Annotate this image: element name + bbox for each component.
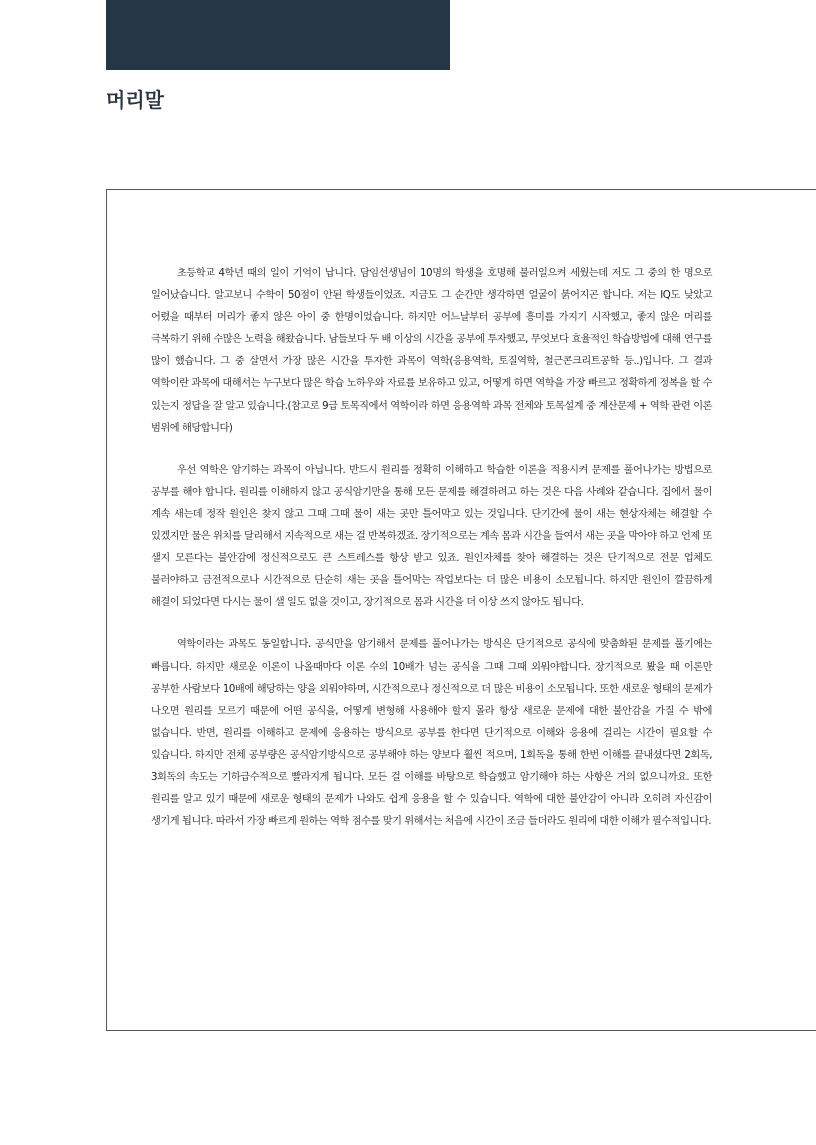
preface-paragraph-1: 초등학교 4학년 때의 일이 기억이 납니다. 담임선생님이 10명의 학생을 호명해 불러일으켜 세웠는데 저도 그 중의 한 명으로 일어났습니다. 알고보니 수학이 50점이 안된 학생들이었죠. 지금도 그 순간만 생각하면 얼굴이 붉어지곤 합니다. 저는 IQ도 낮았고 어렸을 때부터 머리가 좋지 않은 아이 중 한명이었습니다. 하지만 어느날부터 공부에 흥미를 가지기 시작했고, 좋지 않은 머리를 극복하기 위해 수많은 노력을 해왔습니다. 남들보다 두 배 이상의 시간을 공부에 투자했고, 무엇보다 효율적인 학습방법에 대해 연구를 많이 했습니다. 그 중 살면서 가장 많은 시간을 투자한 과목이 역학(응용역학, 토질역학, 철근콘크리트공학 등..)입니다. 그 결과 역학이란 과목에 대해서는 누구보다 많은 학습 노하우와 자료를 보유하고 있고, 어떻게 하면 역학을 가장 빠르고 정확하게 정복을 할 수 있는지 정답을 잘 알고 있습니다.(참고로 9급 토목직에서 역학이라 하면 응용역학 과목 전체와 토목설계 중 계산문제 + 역학 관련 이론 범위에 해당합니다) [151, 268, 712, 434]
header-bar [106, 0, 450, 70]
preface-paragraph-3: 역학이라는 과목도 동일합니다. 공식만을 암기해서 문제를 풀어나가는 방식은 단기적으로 공식에 맞춤화된 문제를 풀기에는 빠릅니다. 하지만 새로운 이론이 나올때마다 이론 수의 10배가 넘는 공식을 그때 그때 외워야합니다. 장기적으로 봤을 때 이론만 공부한 사람보다 10배에 해당하는 양을 외워야하며, 시간적으로나 정신적으로 더 많은 비용이 소모됩니다. 또한 새로운 형태의 문제가 나오면 원리를 모르기 때문에 어떤 공식을, 어떻게 변형해 사용해야 할지 몰라 항상 새로운 문제에 대한 불안감을 가질 수 밖에 없습니다. 반면, 원리를 이해하고 문제에 응용하는 방식으로 공부를 한다면 단기적으로 이해와 응용에 걸리는 시간이 필요할 수 있습니다. 하지만 전체 공부량은 공식암기방식으로 공부해야 하는 양보다 훨씬 적으며, 1회독을 통해 한번 이해를 끝내셨다면 2회독, 3회독의 속도는 기하급수적으로 빨라지게 됩니다. 모든 걸 이해를 바탕으로 학습했고 암기해야 하는 사항은 거의 없으니까요. 또한 원리를 알고 있기 때문에 새로운 형태의 문제가 나와도 쉽게 응용을 할 수 있습니다. 역학에 대한 불안감이 아니라 오히려 자신감이 생기게 됩니다. 따라서 가장 빠르게 원하는 역학 점수를 맞기 위해서는 처음에 시간이 조금 들더라도 원리에 대한 이해가 필수적입니다. [151, 639, 712, 828]
page-title: 머리말 [106, 88, 164, 112]
preface-paragraph-2: 우선 역학은 암기하는 과목이 아닙니다. 반드시 원리를 정확히 이해하고 학습한 이론을 적용시켜 문제를 풀어나가는 방법으로 공부를 해야 합니다. 원리를 이해하지 않고 공식암기만을 통해 모든 문제를 해결하려고 하는 것은 다음 사례와 같습니다. 집에서 물이 계속 새는데 정작 원인은 찾지 않고 그때 그때 물이 새는 곳만 틀어막고 있는 것입니다. 단기간에 물이 새는 현상자체는 해결할 수 있겠지만 물은 위치를 달리해서 지속적으로 새는 걸 반복하겠죠. 장기적으로는 계속 몸과 시간을 들여서 새는 곳을 막아야 하고 언제 또 샐지 모른다는 불안감에 정신적으로도 큰 스트레스를 항상 받고 있죠. 원인자체를 찾아 해결하는 것은 단기적으로 전문 업체도 불러야하고 금전적으로나 시간적으로 단순히 새는 곳을 틀어막는 작업보다는 더 많은 비용이 소모됩니다. 하지만 원인이 깔끔하게 해결이 되었다면 다시는 물이 샐 일도 없을 것이고, 장기적으로 몸과 시간을 더 이상 쓰지 않아도 됩니다. [151, 464, 712, 609]
preface-body [151, 263, 712, 853]
